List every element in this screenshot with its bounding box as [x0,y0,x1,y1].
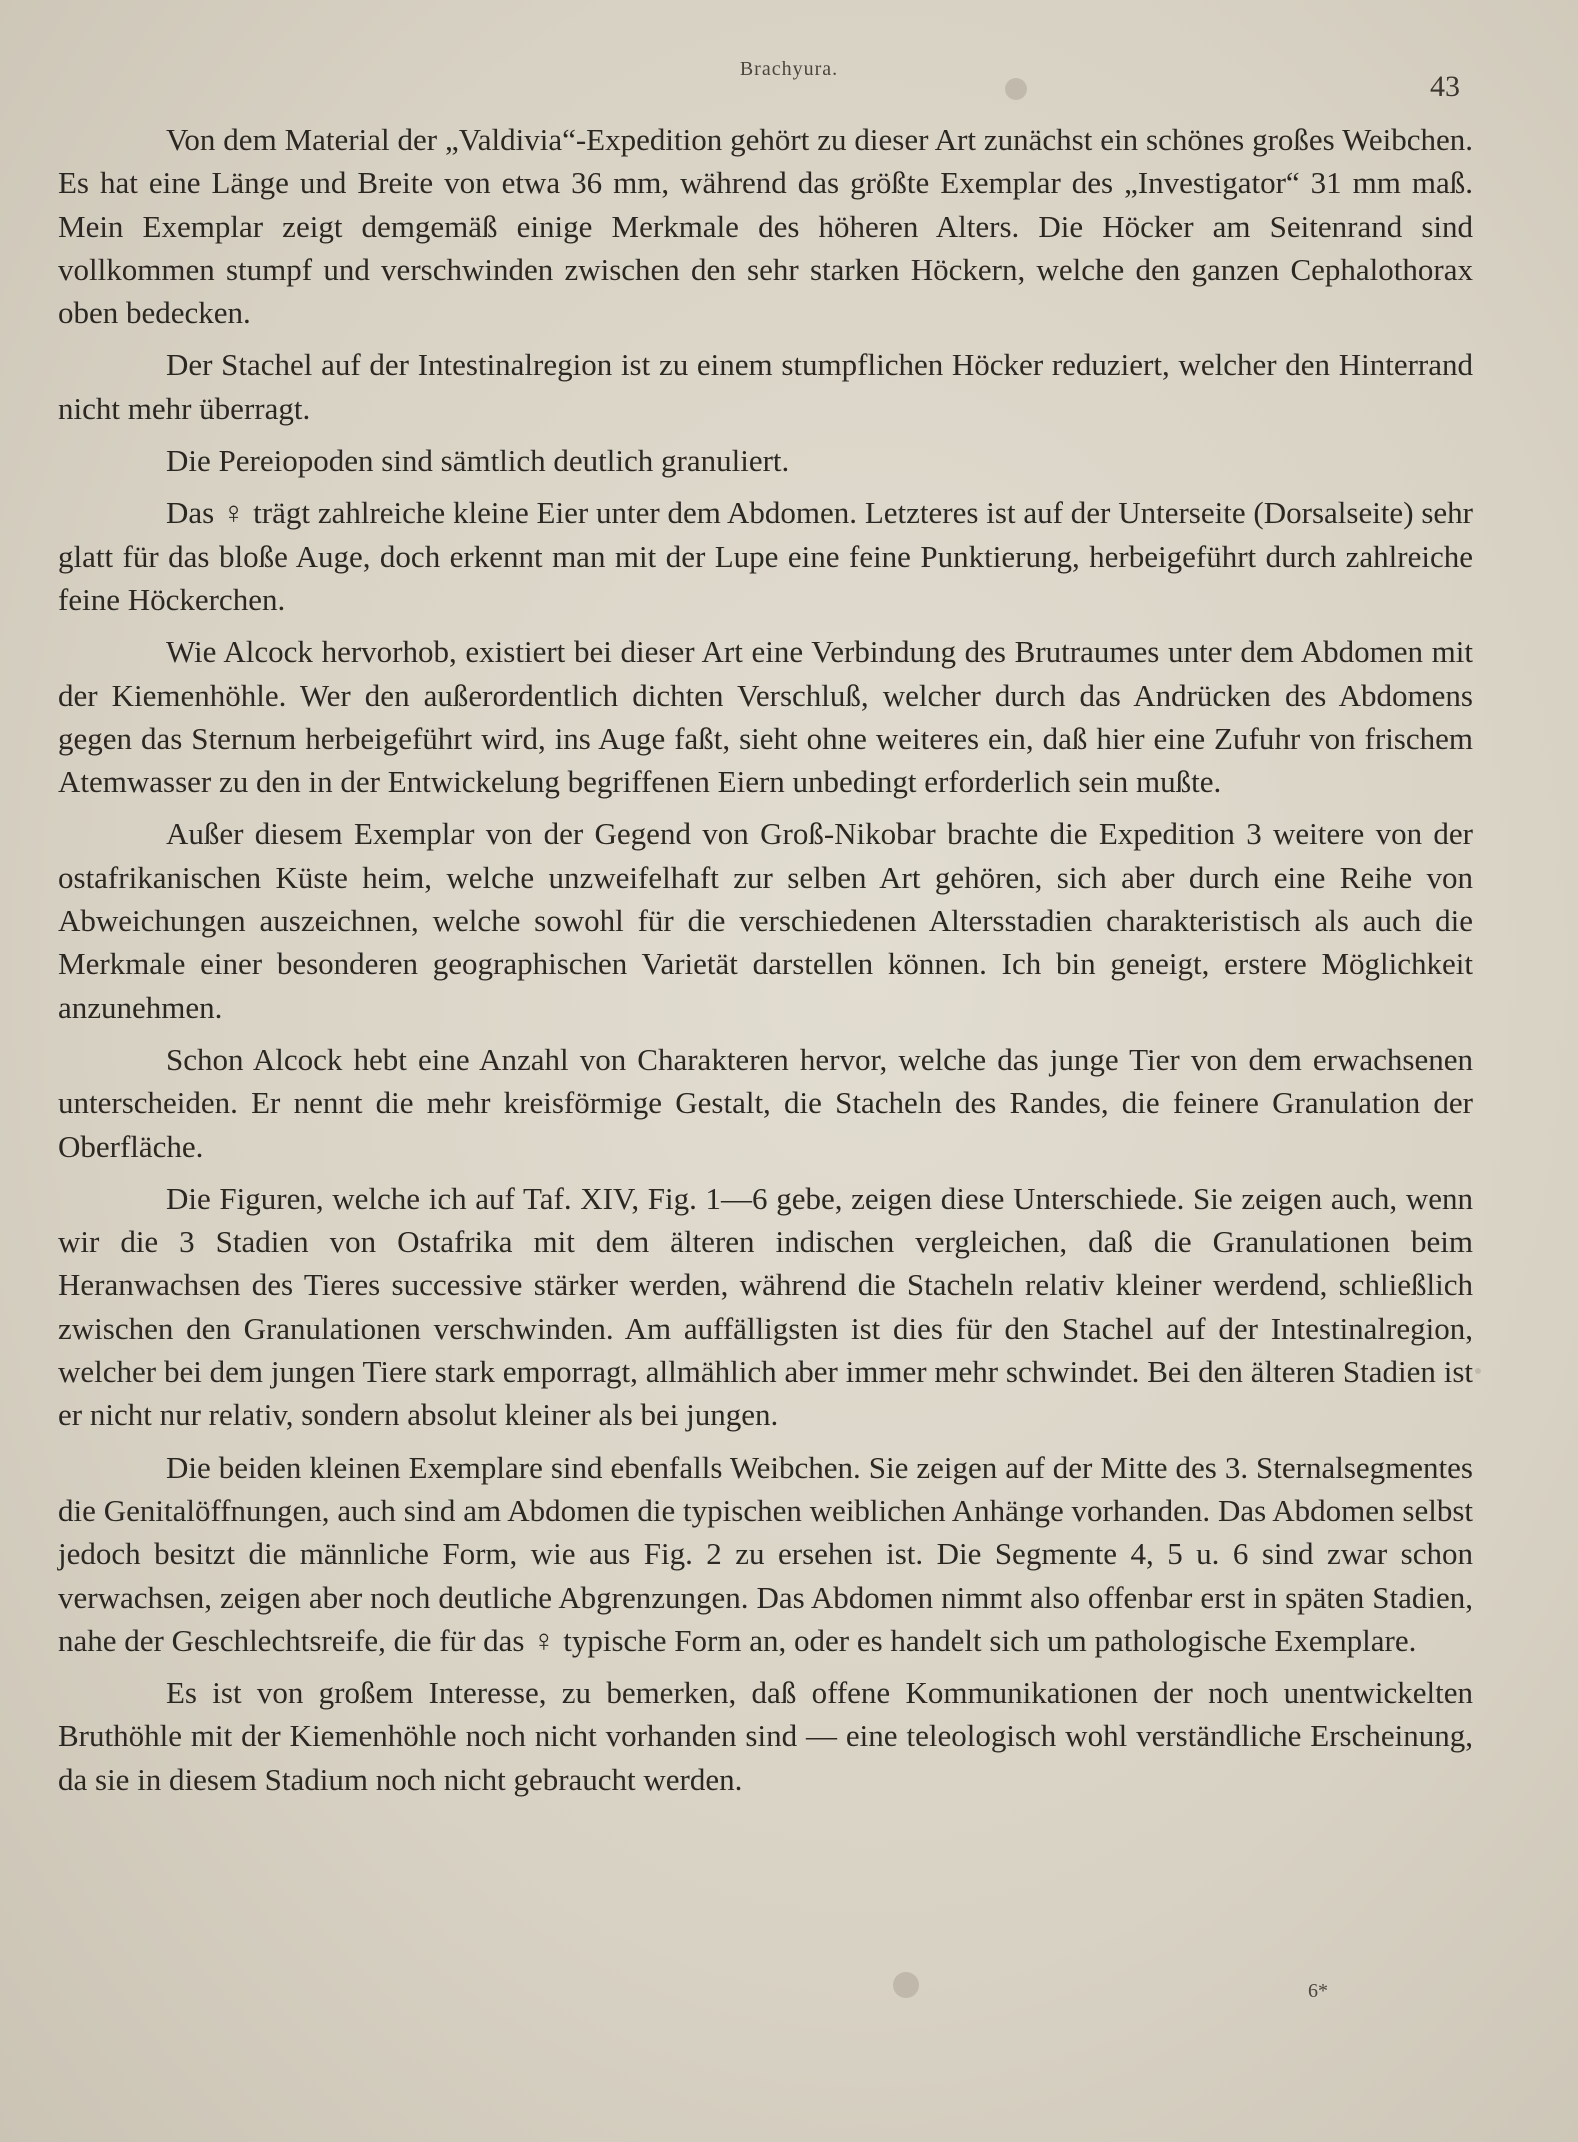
paragraph: Von dem Material der „Valdivia“-Expedition gehört zu dieser Art zunächst ein schönes großes Weibchen. Es hat eine Länge und Breite von etwa 36 mm, während das größte Exemplar des „Investigator“ 31 mm maß. Mein Exemplar zeigt demgemäß einige Merkmale des höheren Alters. Die Höcker am Seitenrand sind vollkommen stumpf und verschwinden zwischen den sehr starken Höckern, welche den ganzen Cephalothorax oben bedecken. [58,122,1473,331]
paragraph: Schon Alcock hebt eine Anzahl von Charakteren hervor, welche das junge Tier von dem erwachsenen unterscheiden. Er nennt die mehr kreisförmige Gestalt, die Stacheln des Randes, die feinere Granulation der Oberfläche. [58,1041,1473,1164]
running-title: Brachyura. [739,58,839,80]
paragraph: Das ♀ trägt zahlreiche kleine Eier unter dem Abdomen. Letzteres ist auf der Unterseite (Dorsalseite) sehr glatt für das bloße Auge, doch erkennt man mit der Lupe eine feine Punktierung, herbeigeführt durch zahlreiche feine Höckerchen. [58,495,1473,617]
paragraph: Wie Alcock hervorhob, existiert bei dieser Art eine Verbindung des Brutraumes unter dem Abdomen mit der Kiemenhöhle. Wer den außerordentlich dichten Verschluß, welcher durch das Andrücken des Abdomens gegen das Sternum herbeigeführt wird, ins Auge faßt, sieht ohne weiteres ein, daß hier eine Zufuhr von frischem Atemwasser zu den in der Entwickelung begriffenen Eiern unbedingt erforderlich sein mußte. [58,634,1473,800]
paragraph: Es ist von großem Interesse, zu bemerken, daß offene Kommunikationen der noch unentwickelten Bruthöhle mit der Kiemenhöhle noch nicht vorhanden sind — eine teleologisch wohl verständliche Erscheinung, da sie in diesem Stadium noch nicht gebraucht werden. [58,1675,1473,1797]
paragraph: Der Stachel auf der Intestinalregion ist zu einem stumpflichen Höcker reduziert, welcher den Hinterrand nicht mehr überragt. [58,347,1473,426]
paper-stain [893,1972,919,1998]
paragraph: Außer diesem Exemplar von der Gegend von Groß-Nikobar brachte die Expedition 3 weitere von der ostafrikanischen Küste heim, welche unzweifelhaft zur selben Art gehören, sich aber durch eine Reihe von Abweichungen auszeichnen, welche sowohl für die verschiedenen Altersstadien charakteristisch als auch die Merkmale einer besonderen geographischen Varietät darstellen können. Ich bin geneigt, erstere Möglichkeit anzunehmen. [58,816,1473,1025]
signature-mark: 6* [1308,1980,1328,2002]
paragraph: Die Figuren, welche ich auf Taf. XIV, Fig. 1—6 gebe, zeigen diese Unterschiede. Sie zeigen auch, wenn wir die 3 Stadien von Ostafrika mit dem älteren indischen vergleichen, daß die Granulationen beim Heranwachsen des Tieres successive stärker werden, während die Stacheln relativ kleiner werdend, schließlich zwischen den Granulationen verschwinden. Am auffälligsten ist dies für den Stachel auf der Intestinalregion, welcher bei dem jungen Tiere stark emporragt, allmählich aber immer mehr schwindet. Bei den älteren Stadien ist er nicht nur relativ, sondern absolut kleiner als bei jungen. [58,1180,1473,1433]
paper-stain [1005,78,1027,100]
body-text [58,118,1473,1810]
paragraph: Die Pereiopoden sind sämtlich deutlich granuliert. [166,443,790,479]
page-number: 43 [1430,70,1460,103]
paragraph: Die beiden kleinen Exemplare sind ebenfalls Weibchen. Sie zeigen auf der Mitte des 3. Sternalsegmentes die Genitalöffnungen, auch sind am Abdomen die typischen weiblichen Anhänge vorhanden. Das Abdomen selbst jedoch besitzt die männliche Form, wie aus Fig. 2 zu ersehen ist. Die Segmente 4, 5 u. 6 sind zwar schon verwachsen, zeigen aber noch deutliche Abgrenzungen. Das Abdomen nimmt also offenbar erst in späten Stadien, nahe der Geschlechtsreife, die für das ♀ typische Form an, oder es handelt sich um pathologische Exemplare. [58,1449,1473,1658]
paper-stain [1475,1368,1481,1374]
